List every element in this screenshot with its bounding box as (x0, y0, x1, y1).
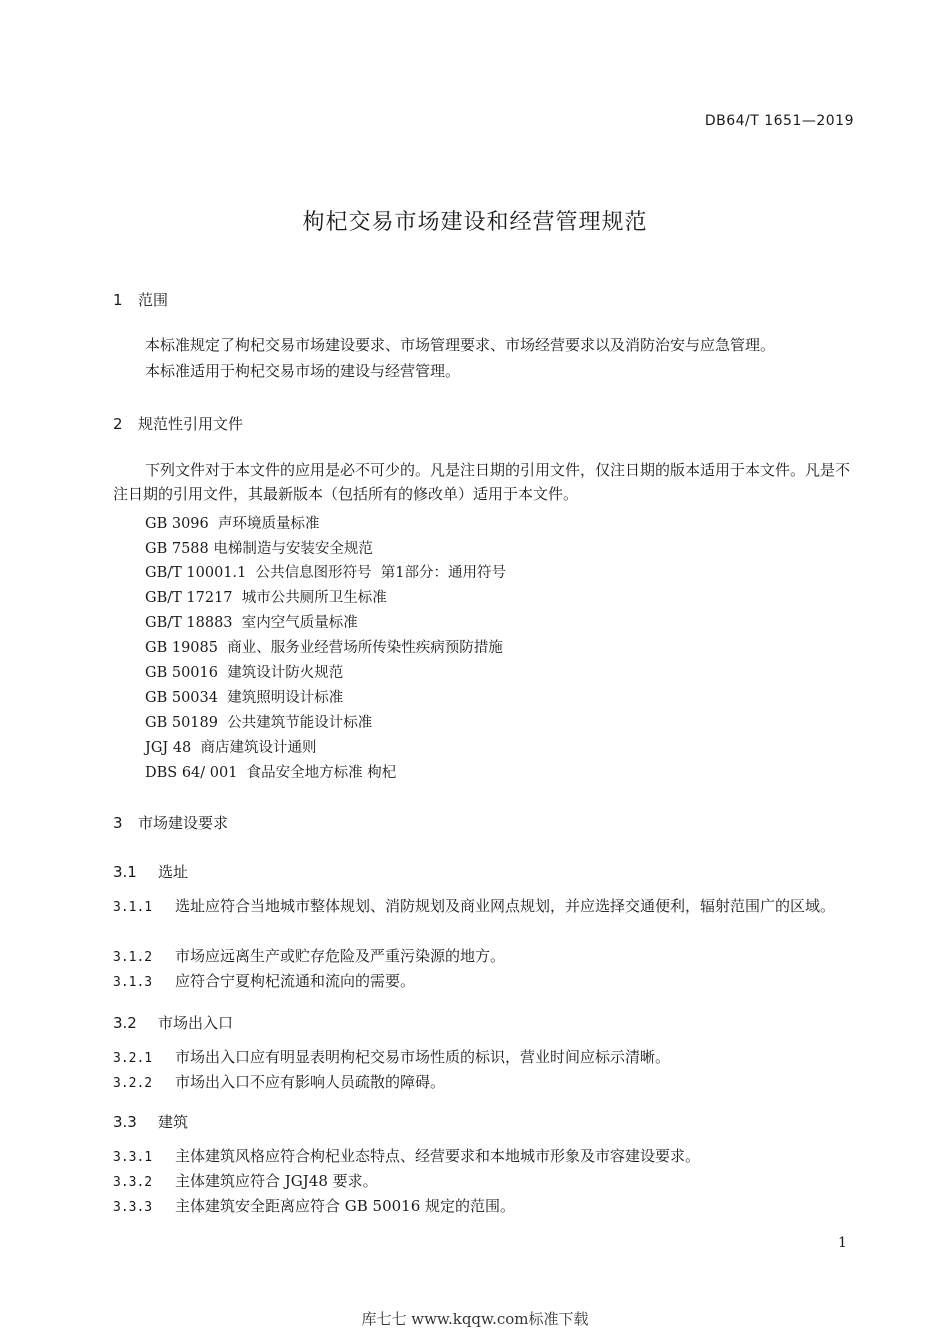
reference-item: GB 50189 公共建筑节能设计标准 (145, 715, 373, 731)
reference-item: DBS 64/ 001 食品安全地方标准 枸杞 (145, 765, 397, 781)
clause-3-1-3 (113, 969, 861, 995)
references-intro: 下列文件对于本文件的应用是必不可少的。凡是注日期的引用文件，仅注日期的版本适用于本文件。凡是不注日期的引用文件，其最新版本（包括所有的修改单）适用于本文件。 (113, 461, 851, 503)
clause-text: 市场出入口不应有影响人员疏散的障碍。 (175, 1073, 446, 1091)
clause-3-1-2 (113, 944, 861, 970)
section-number: 2 (113, 415, 123, 433)
subsection-heading-3-2 (113, 1012, 233, 1033)
clause-number: 3.2.2 (113, 1076, 153, 1091)
section-number: 3.2 (113, 1014, 137, 1032)
section-title: 规范性引用文件 (138, 415, 244, 433)
reference-item: GB 3096 声环境质量标准 (145, 516, 320, 532)
section-title: 市场出入口 (158, 1014, 234, 1032)
section-heading-3 (113, 812, 228, 833)
clause-3-2-1 (113, 1045, 861, 1071)
standard-code: DB64/T 1651—2019 (704, 113, 854, 129)
section-number: 1 (113, 291, 123, 309)
clause-text: 选址应符合当地城市整体规划、消防规划及商业网点规划，并应选择交通便利，辐射范围广的区域。 (175, 897, 836, 915)
reference-item: GB 7588 电梯制造与安装安全规范 (145, 541, 373, 557)
reference-item: GB/T 18883 室内空气质量标准 (145, 615, 358, 631)
clause-text: 市场出入口应有明显表明枸杞交易市场性质的标识，营业时间应标示清晰。 (175, 1048, 671, 1066)
clause-3-3-2 (113, 1169, 861, 1195)
scope-paragraph-1: 本标准规定了枸杞交易市场建设要求、市场管理要求、市场经营要求以及消防治安与应急管理。 (145, 336, 776, 354)
clause-number: 3.3.3 (113, 1200, 153, 1215)
page-number: 1 (838, 1235, 847, 1251)
reference-item: GB 50034 建筑照明设计标准 (145, 690, 344, 706)
clause-number: 3.2.1 (113, 1051, 153, 1066)
clause-number: 3.1.2 (113, 950, 153, 965)
clause-text: 主体建筑风格应符合枸杞业态特点、经营要求和本地城市形象及市容建设要求。 (175, 1147, 701, 1165)
clause-3-1-1 (113, 894, 861, 920)
section-title: 范围 (138, 291, 169, 309)
section-title: 选址 (158, 863, 189, 881)
section-title: 市场建设要求 (138, 814, 229, 832)
clause-text: 应符合宁夏枸杞流通和流向的需要。 (175, 972, 416, 990)
document-title: 枸杞交易市场建设和经营管理规范 (302, 210, 648, 235)
section-heading-1 (113, 289, 168, 310)
section-title: 建筑 (158, 1113, 189, 1131)
clause-number: 3.1.1 (113, 900, 153, 915)
subsection-heading-3-3 (113, 1111, 188, 1132)
reference-item: GB 50016 建筑设计防火规范 (145, 665, 344, 681)
section-number: 3.1 (113, 863, 137, 881)
subsection-heading-3-1 (113, 861, 188, 882)
reference-item: JGJ 48 商店建筑设计通则 (145, 740, 317, 756)
clause-number: 3.3.1 (113, 1150, 153, 1165)
clause-text: 主体建筑应符合 JGJ48 要求。 (175, 1172, 378, 1190)
clause-3-2-2 (113, 1070, 861, 1096)
scope-paragraph-2: 本标准适用于枸杞交易市场的建设与经营管理。 (145, 362, 461, 380)
clause-text: 主体建筑安全距离应符合 GB 50016 规定的范围。 (175, 1197, 516, 1215)
reference-item: GB/T 10001.1 公共信息图形符号 第1部分：通用符号 (145, 565, 507, 581)
section-heading-2 (113, 413, 243, 434)
reference-item: GB/T 17217 城市公共厕所卫生标准 (145, 590, 387, 606)
clause-3-3-3 (113, 1194, 861, 1220)
section-number: 3 (113, 814, 123, 832)
section-number: 3.3 (113, 1113, 137, 1131)
clause-number: 3.3.2 (113, 1175, 153, 1190)
footer-watermark: 库七七 www.kqqw.com标准下载 (361, 1310, 589, 1328)
reference-item: GB 19085 商业、服务业经营场所传染性疾病预防措施 (145, 640, 503, 656)
clause-text: 市场应远离生产或贮存危险及严重污染源的地方。 (175, 947, 506, 965)
clause-number: 3.1.3 (113, 975, 153, 990)
clause-3-3-1 (113, 1144, 861, 1170)
